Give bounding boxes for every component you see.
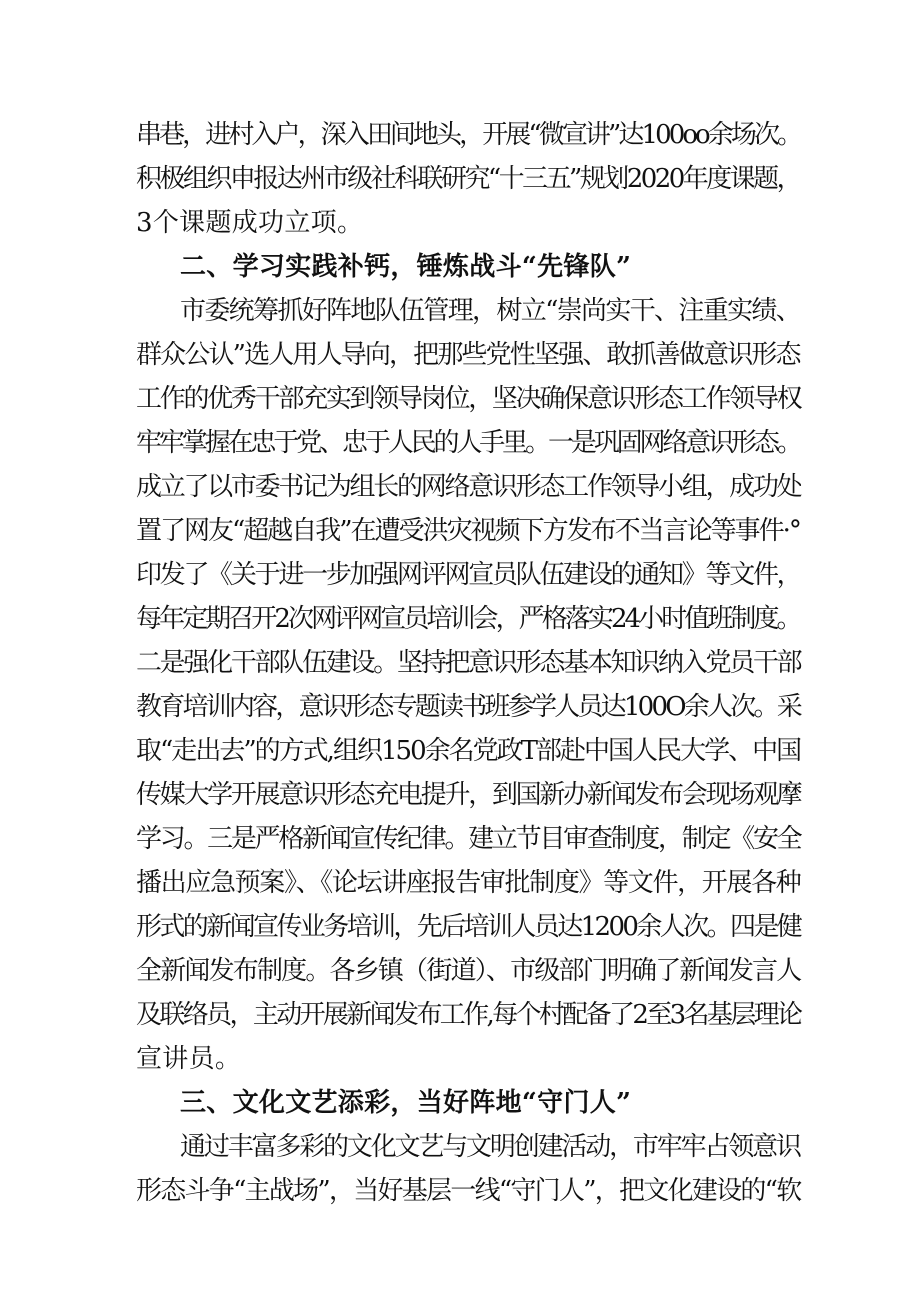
text-line: 置了网友“超越自我”在遭受洪灾视频下方发布不当言论等事件·° bbox=[136, 516, 800, 546]
text-line: 每年定期召开2次网评网宣员培训会，严格落实24小时值班制度。 bbox=[136, 604, 800, 634]
text-line: 群众公认”选人用人导向，把那些党性坚强、敢抓善做意识形态 bbox=[136, 340, 800, 370]
text-line: 宣讲员。 bbox=[136, 1044, 242, 1074]
text-line: 积极组织申报达州市级社科联研究“十三五”规划2020年度课题， bbox=[136, 164, 801, 194]
text-line: 学习。三是严格新闻宣传纪律。建立节目审查制度，制定《安全 bbox=[136, 824, 801, 854]
text-line: 形态斗争“主战场”，当好基层一线“守门人”，把文化建设的“软 bbox=[136, 1176, 801, 1206]
text-line: 及联络员，主动开展新闻发布工作,每个村配备了2至3名基层理论 bbox=[136, 1000, 801, 1030]
text-line: 二是强化干部队伍建设。坚持把意识形态基本知识纳入党员干部 bbox=[136, 648, 801, 678]
text-line: 形式的新闻宣传业务培训，先后培训人员达1200余人次。四是健 bbox=[136, 912, 801, 942]
text-line: 3个课题成功立项。 bbox=[136, 208, 364, 238]
text-line: 通过丰富多彩的文化文艺与文明创建活动，市牢牢占领意识 bbox=[180, 1132, 800, 1162]
text-line: 市委统筹抓好阵地队伍管理，树立“崇尚实干、注重实绩、 bbox=[180, 296, 801, 326]
text-line: 串巷，进村入户，深入田间地头，开展“微宣讲”达100oo余场次。 bbox=[136, 120, 801, 150]
text-line: 成立了以市委书记为组长的网络意识形态工作领导小组，成功处 bbox=[136, 472, 801, 502]
text-line: 全新闻发布制度。各乡镇（街道）、市级部门明确了新闻发言人 bbox=[136, 956, 801, 986]
section-heading-2: 二、学习实践补钙，锤炼战斗“先锋队” bbox=[180, 252, 632, 282]
text-line: 播出应急预案》、《论坛讲座报告审批制度》等文件，开展各种 bbox=[136, 868, 801, 898]
text-line: 牢牢掌握在忠于党、忠于人民的人手里。一是巩固网络意识形态。 bbox=[136, 428, 800, 458]
text-line: 工作的优秀干部充实到领导岗位，坚决确保意识形态工作领导权 bbox=[136, 384, 801, 414]
text-line: 传媒大学开展意识形态充电提升，到国新办新闻发布会现场观摩 bbox=[136, 780, 801, 810]
text-line: 取“走出去”的方式,组织150余名党政T部赴中国人民大学、中国 bbox=[136, 736, 801, 766]
text-line: 教育培训内容，意识形态专题读书班参学人员达100O余人次。采 bbox=[136, 692, 800, 722]
text-line: 印发了《关于进一步加强网评网宣员队伍建设的通知》等文件， bbox=[136, 560, 801, 590]
section-heading-3: 三、文化文艺添彩，当好阵地“守门人” bbox=[180, 1088, 632, 1118]
